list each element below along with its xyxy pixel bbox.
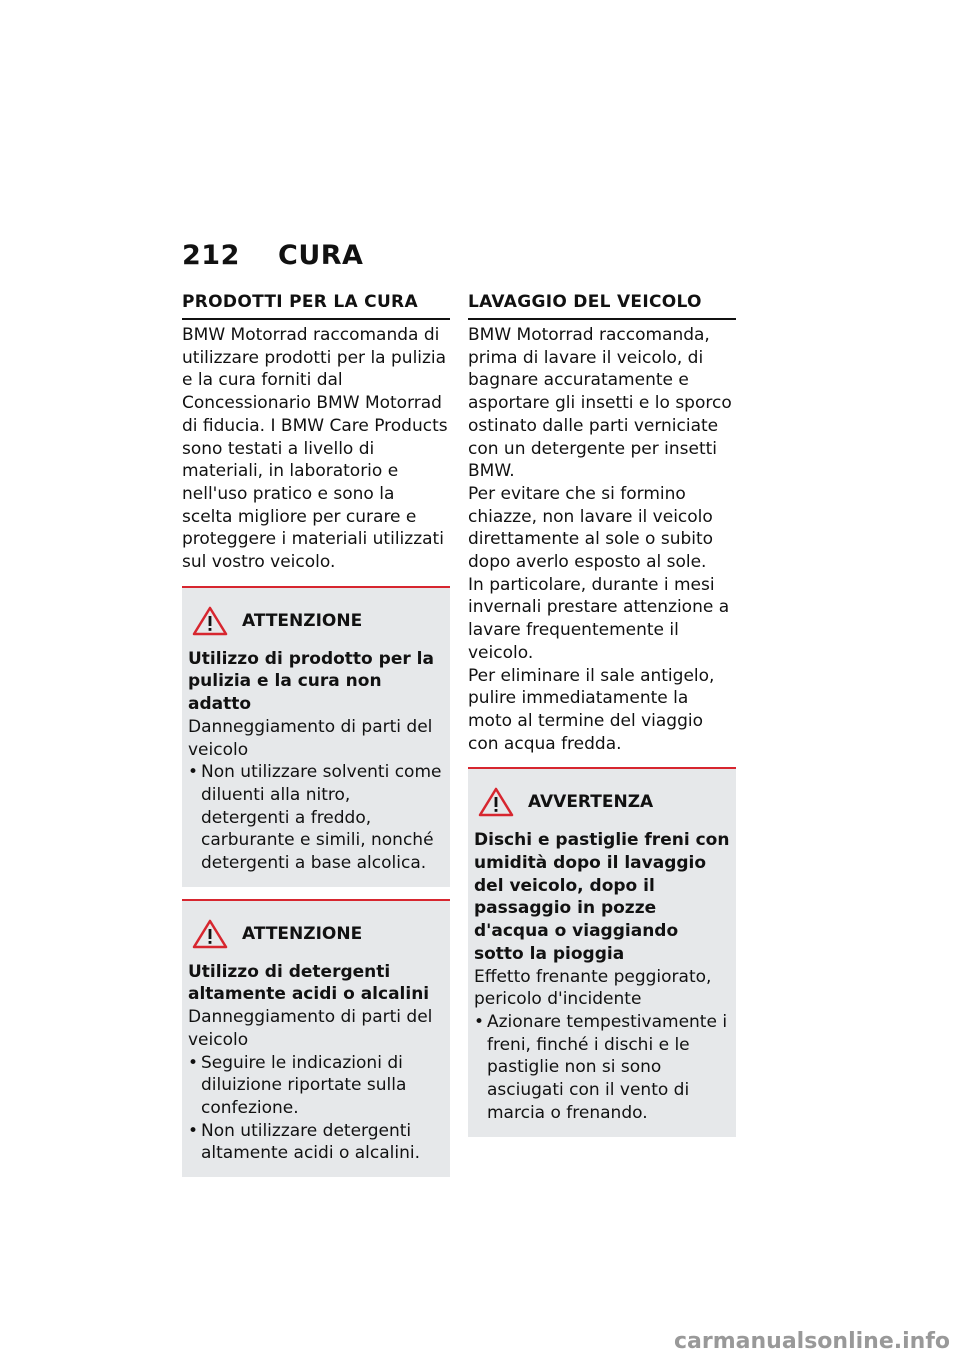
- warning-title: [474, 787, 730, 817]
- warning-box-2: [182, 899, 450, 1177]
- chapter-title: CURA: [278, 240, 364, 271]
- warning-triangle-icon: [192, 919, 228, 949]
- warning-actions: [188, 1052, 444, 1166]
- care-products-text: BMW Motorrad raccomanda di utilizzare prodotti per la pulizia e la cura forniti dal Concessionario BMW Motorrad di fiducia. I BMW Care Products sono testati a livello di materiali, in laboratorio e nell'uso pratico e sono la scelta migliore per curare e proteggere i materiali utilizzati sul vostro veicolo.: [182, 325, 448, 573]
- warning-action-item: • Azionare tempestivamente i freni, finché i dischi e le pastiglie non si sono asciugati con il vento di marcia o frenando.: [474, 1011, 730, 1125]
- warning-action-item: • Seguire le indicazioni di diluizione riportate sulla confezione.: [188, 1052, 444, 1120]
- warning-consequence: Effetto frenante peggiorato, pericolo d'incidente: [474, 966, 712, 1010]
- section-heading-care-products: PRODOTTI PER LA CURA: [182, 292, 450, 320]
- warning-triangle-icon: [478, 787, 514, 817]
- warning-title: [188, 606, 444, 636]
- warning-box-3: [468, 767, 736, 1136]
- warning-action-item: • Non utilizzare solventi come diluenti alla nitro, detergenti a freddo, carburante e simili, nonché detergenti a base alcolica.: [188, 761, 444, 875]
- section-heading-vehicle-wash: LAVAGGIO DEL VEICOLO: [468, 292, 736, 320]
- warning-cause: Utilizzo di detergenti altamente acidi o alcalini: [188, 961, 430, 1005]
- wash-paragraph: Per evitare che si formino chiazze, non lavare il veicolo direttamente al sole o subito dopo averlo esposto al sole.: [468, 483, 714, 573]
- warning-actions: [474, 1011, 730, 1125]
- warning-actions: [188, 761, 444, 875]
- page-number: 212: [182, 240, 240, 271]
- warning-consequence: Danneggiamento di parti del veicolo: [188, 716, 433, 760]
- warning-title-text: ATTENZIONE: [242, 923, 363, 944]
- warning-cause: Dischi e pastiglie freni con umidità dopo il lavaggio del veicolo, dopo il passaggio in pozze d'acqua o viaggiando sotto la pioggia: [474, 830, 730, 964]
- warning-title-text: ATTENZIONE: [242, 610, 363, 631]
- watermark: carmanualsonline.info: [674, 1329, 950, 1354]
- right-column: [468, 292, 736, 1137]
- wash-paragraph: Per eliminare il sale antigelo, pulire immediatamente la moto al termine del viaggio con acqua fredda.: [468, 665, 715, 754]
- warning-box-1: [182, 586, 450, 887]
- left-column: [182, 292, 450, 1177]
- warning-title-text: AVVERTENZA: [528, 792, 654, 813]
- warning-action-item: • Non utilizzare detergenti altamente acidi o alcalini.: [188, 1120, 444, 1165]
- warning-triangle-icon: [192, 606, 228, 636]
- warning-title: [188, 919, 444, 949]
- wash-paragraph: BMW Motorrad raccomanda, prima di lavare il veicolo, di bagnare accuratamente e asportare gli insetti e lo sporco ostinato dalle parti verniciate con un detergente per insetti BMW.: [468, 325, 732, 482]
- warning-consequence: Danneggiamento di parti del veicolo: [188, 1007, 433, 1050]
- warning-cause: Utilizzo di prodotto per la pulizia e la cura non adatto: [188, 648, 434, 715]
- page-header: [182, 240, 363, 271]
- wash-paragraph: In particolare, durante i mesi invernali prestare attenzione a lavare frequentemente il veicolo.: [468, 574, 730, 663]
